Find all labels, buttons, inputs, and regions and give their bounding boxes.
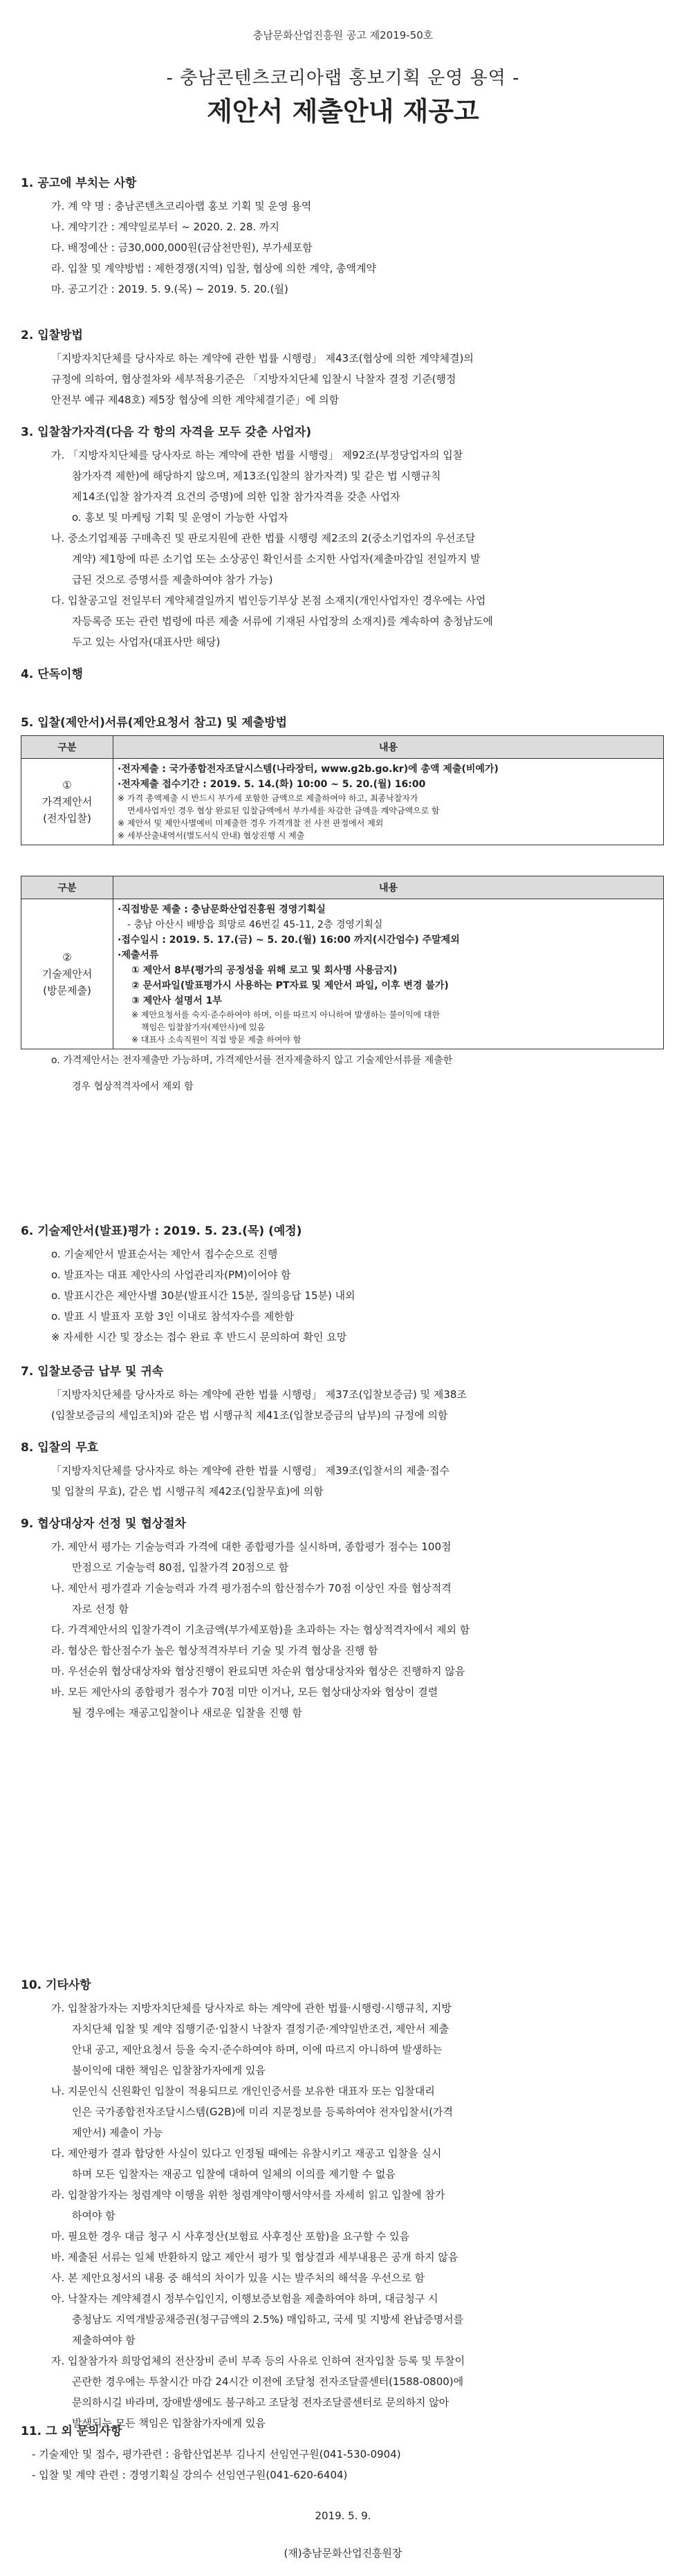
tech-proposal-label [21,899,113,1049]
cell-line: - 충남 아산시 배방읍 희망로 46번길 45-11, 2층 경영기획실 [127,919,383,930]
section-8-heading: 8. 입찰의 무효 [21,1441,99,1455]
s3-line: 가. 「지방자치단체를 당사자로 하는 계약에 관한 법률 시행령」 제92조(부정당업자의 입찰 [51,449,463,461]
row-number: ② [62,951,72,964]
s10-line: 사. 본 제안요청서의 내용 중 해석의 차이가 있을 시는 발주처의 해석을 우선으로 함 [51,2272,425,2284]
section-10-heading: 10. 기타사항 [21,1978,91,1992]
col-header-category: 구분 [21,876,113,899]
cell-line: ※ 세부산출내역서(별도서식 안내) 협상진행 시 제출 [118,831,305,840]
cell-line: 책임은 입찰참가자(제안사)에 있음 [141,1022,266,1032]
s3-line: 제14조(입찰 참가자격 요건의 증명)에 의한 입찰 참가자격을 갖춘 사업자 [72,490,400,503]
s10-line: 마. 필요한 경우 대금 청구 시 사후정산(보험료 사후정산 포함)을 요구할 수 있음 [51,2230,410,2243]
col-header-content: 내용 [113,736,664,759]
price-proposal-content [113,759,664,845]
s10-line: 자치단체 입찰 및 계약 집행기준·입찰시 낙찰자 결정기준·계약일반조건, 제안서 제출 [72,2023,449,2035]
row-title: 기술제안서 [41,968,93,980]
section-1 [21,173,664,300]
s6-item: o. 발표시간은 제안사별 30분(발표시간 15분, 질의응답 15분) 내외 [51,1289,355,1302]
section-3-heading: 3. 입찰참가자격(다음 각 항의 자격을 모두 갖춘 사업자) [21,425,312,439]
s1-item: 가. 계 약 명 : 충남콘텐츠코리아랩 홍보 기획 및 운영 용역 [51,200,312,212]
section-2 [21,325,664,410]
s10-line: 라. 입찰참가자는 청렴계약 이행을 위한 청렴계약이행서약서를 자세히 읽고 입찰에 참가 [51,2189,445,2201]
s9-line: 다. 가격제안서의 입찰가격이 기초금액(부가세포함)을 초과하는 자는 협상적격자에서 제외 함 [51,1623,470,1636]
s1-item: 라. 입찰 및 계약방법 : 제한경쟁(지역) 입찰, 협상에 의한 계약, 총액계약 [51,262,376,275]
s10-line: 하여야 함 [72,2209,115,2222]
s3-line: 계약) 제1항에 따른 소기업 또는 소상공인 확인서를 소지한 사업자(제출마감일 전일까지 발 [72,553,481,565]
price-proposal-label [21,759,113,845]
section-7-heading: 7. 입찰보증금 납부 및 귀속 [21,1365,164,1379]
section-8 [21,1437,664,1502]
s11-line: - 기술제안 및 접수, 평가관련 : 융합산업본부 김나지 선임연구원(041-530-0904) [32,2448,401,2460]
section-6 [21,1221,664,1347]
cell-line: ※ 제안서 및 제안사별예비 미제출한 경우 가격개찰 전 사전 판정에서 제외 [118,818,384,828]
section-1-heading: 1. 공고에 부치는 사항 [21,176,137,190]
section-11 [21,2421,664,2485]
cell-line: ·제출서류 [118,950,159,961]
section-4 [21,664,664,687]
cell-line: ① 제안서 8부(평가의 공정성을 위해 로고 및 회사명 사용금지) [131,965,398,976]
page-title: 제안서 제출안내 재공고 [207,96,479,127]
section-11-heading: 11. 그 외 문의사항 [21,2425,122,2438]
s10-line: 아. 낙찰자는 계약체결시 정부수입인지, 이행보증보험을 제출하여야 하며, 대금청구 시 [51,2292,438,2305]
s8-line: 「지방자치단체를 당사자로 하는 계약에 관한 법률 시행령」 제39조(입찰서의 제출·접수 [51,1464,450,1477]
section-2-heading: 2. 입찰방법 [21,329,83,342]
s10-line: 다. 제안평가 결과 합당한 사실이 있다고 인정될 때에는 유찰시키고 재공고 입찰을 실시 [51,2147,442,2160]
row-title: 가격제안서 [41,795,93,808]
s1-item: 마. 공고기간 : 2019. 5. 9.(목) ~ 2019. 5. 20.(월) [51,283,288,295]
row-subtitle: (전자입찰) [43,812,91,825]
s9-line: 라. 협상은 합산점수가 높은 협상적격자부터 기술 및 가격 협상을 진행 함 [51,1644,378,1657]
s7-line: 「지방자치단체를 당사자로 하는 계약에 관한 법률 시행령」 제37조(입찰보증금) 및 제38조 [51,1388,467,1401]
s6-item: o. 발표 시 발표자 포함 3인 이내로 참석자수를 제한함 [51,1310,295,1323]
section-3 [21,422,664,652]
col-header-category: 구분 [21,736,113,759]
s3-line: 두고 있는 사업자(대표사만 해당) [72,636,221,648]
tech-proposal-content [113,899,664,1049]
s10-line: 바. 제출된 서류는 일체 반환하지 않고 제안서 평가 및 협상결과 세부내용은 공개 하지 않음 [51,2251,458,2263]
s2-line: 안전부 예규 제48호) 제5장 협상에 의한 계약체결기준」에 의함 [51,394,340,406]
s6-item: o. 기술제안서 발표순서는 제안서 접수순으로 진행 [51,1248,278,1260]
s2-line: 규정에 의하여, 협상절차와 세부적용기준은 「지방자치단체 입찰시 낙찰자 결정 기준(행정 [51,373,456,385]
price-proposal-table [21,735,664,845]
s2-line: 「지방자치단체를 당사자로 하는 계약에 관한 법률 시행령」 제43조(협상에 의한 계약체결)의 [51,352,474,365]
s10-line: 제출하여야 함 [72,2334,136,2346]
s11-line: - 입찰 및 계약 관련 : 경영기획실 강의수 선임연구원(041-620-6404) [32,2469,348,2481]
s10-line: 충청남도 지역개발공채증권(청구금액의 2.5%) 매입하고, 국세 및 지방세 완납증명서를 [72,2313,464,2326]
section-9-heading: 9. 협상대상자 선정 및 협상절차 [21,1517,187,1531]
cell-line: ※ 제안요청서를 숙지·준수하여야 하며, 이를 따르지 아니하여 발생하는 불이익에 대한 [131,1010,441,1020]
row-subtitle: (방문제출) [43,984,91,997]
s1-item: 나. 계약기간 : 계약일로부터 ~ 2020. 2. 28. 까지 [51,221,280,233]
s6-item: o. 발표자는 대표 제안사의 사업관리자(PM)이어야 함 [51,1269,291,1281]
s10-line: 자. 입찰참가자 희망업체의 전산장비 준비 부족 등의 사유로 인하여 전자입찰 등록 및 투찰이 [51,2355,465,2367]
cell-line: ·직접방문 제출 : 충남문화산업진흥원 경영기획실 [118,904,326,915]
section-9 [21,1514,664,1723]
s10-line: 가. 입찰참가자는 지방자치단체를 당사자로 하는 계약에 관한 법률·시행령·시행규칙, 지방 [51,2002,452,2014]
s9-line: 나. 제안서 평가결과 기술능력과 가격 평가점수의 합산점수가 70점 이상인 자를 협상적격 [51,1582,452,1594]
notice-number: 충남문화산업진흥원 공고 제2019-50호 [252,29,434,42]
s3-line: o. 홍보 및 마케팅 기획 및 운영이 가능한 사업자 [72,511,288,524]
section-4-heading: 4. 단독이행 [21,668,83,681]
s9-line: 만점으로 기술능력 80점, 입찰가격 20점으로 함 [72,1561,289,1574]
s7-line: (입찰보증금의 세입조치)와 같은 법 시행규칙 제41조(입찰보증금의 납부)의 규정에 의함 [51,1409,448,1422]
cell-line: ※ 가격 총액제출 시 반드시 부가세 포함한 금액으로 제출하여야 하고, 최종낙찰자가 [118,793,418,803]
cell-line: ③ 제안사 설명서 1부 [131,995,222,1006]
s6-item: ※ 자세한 시간 및 장소는 접수 완료 후 반드시 문의하여 확인 요망 [51,1331,347,1343]
s8-line: 및 입찰의 무효), 같은 법 시행규칙 제42조(입찰무효)에 의함 [51,1485,324,1498]
s5-note: 경우 협상적격자에서 제외 함 [72,1081,194,1092]
issuer-name: (재)충남문화산업진흥원장 [284,2547,402,2559]
section-10 [21,1975,664,2434]
section-6-heading: 6. 기술제안서(발표)평가 : 2019. 5. 23.(목) (예정) [21,1224,302,1238]
s3-line: 자등록증 또는 관련 법령에 따른 제출 서류에 기재된 사업장의 소재지)를 계속하여 충청남도에 [72,615,493,627]
s9-line: 자로 선정 함 [72,1603,129,1615]
s9-line: 마. 우선순위 협상대상자와 협상진행이 완료되면 차순위 협상대상자와 협상은 진행하지 않음 [51,1665,465,1677]
s3-line: 나. 중소기업제품 구매촉진 및 판로지원에 관한 법률 시행령 제2조의 2(중소기업자의 우선조달 [51,532,476,544]
section-5 [21,712,664,1105]
s10-line: 나. 지문인식 신원확인 입찰이 적용되므로 개인인증서를 보유한 대표자 또는 입찰대리 [51,2085,435,2097]
s10-line: 안내 공고, 제안요청서 등을 숙지·준수하여야 하며, 이에 따르지 아니하여 발생하는 [72,2043,443,2056]
s10-line: 제안서) 제출이 가능 [72,2126,163,2139]
s1-item: 다. 배정예산 : 금30,000,000원(금삼천만원), 부가세포함 [51,241,313,254]
section-7 [21,1361,664,1426]
tech-proposal-table [21,876,664,1049]
s9-line: 가. 제안서 평가는 기술능력과 가격에 대한 종합평가를 실시하며, 종합평가 점수는 100점 [51,1540,452,1553]
s10-line: 문의하시길 바라며, 장애발생에도 불구하고 조달청 전자조달콜센터로 문의하지 않아 [72,2396,449,2409]
cell-line: ·전자제출 접수기간 : 2019. 5. 14.(화) 10:00 ~ 5. 20.(월) 16:00 [118,779,426,790]
cell-line: ·접수일시 : 2019. 5. 17.(금) ~ 5. 20.(월) 16:00 까지(시간엄수) 주말제외 [118,935,460,946]
s10-line: 발생되는 모든 책임은 입찰참가자에게 있음 [72,2417,266,2429]
col-header-content: 내용 [113,876,664,899]
notice-date: 2019. 5. 9. [315,2510,371,2522]
cell-line: 면세사업자인 경우 협상 완료된 입찰금액에서 부가세를 차감한 금액을 계약금액으로 함 [127,806,440,816]
s10-line: 불이익에 대한 책임은 입찰참가자에게 있음 [72,2064,266,2077]
s3-line: 참가자격 제한)에 해당하지 않으며, 제13조(입찰의 참가자격) 및 같은 법 시행규칙 [72,470,441,482]
section-5-heading: 5. 입찰(제안서)서류(제안요청서 참고) 및 제출방법 [21,716,288,730]
s9-line: 바. 모든 제안사의 종합평가 점수가 70점 미만 이거나, 모든 협상대상자와 협상이 결렬 [51,1686,438,1698]
cell-line: ② 문서파일(발표평가시 사용하는 PT자료 및 제안서 파일, 이후 변경 불가) [131,980,449,991]
s10-line: 하며 모든 입찰자는 재공고 입찰에 대하여 일체의 이의를 제기할 수 없음 [72,2168,396,2180]
cell-line: ※ 대표사 소속직원이 직접 방문 제출 하여야 함 [131,1035,302,1045]
s10-line: 인은 국가종합전자조달시스템(G2B)에 미리 지문정보를 등록하여야 전자입찰서(가격 [72,2106,454,2118]
project-subtitle: - 충남콘텐츠코리아랩 홍보기획 운영 용역 - [166,68,520,89]
cell-line: ·전자제출 : 국가종합전자조달시스템(나라장터, www.g2b.go.kr)에 총액 제출(비예가) [118,764,499,775]
s5-note: o. 가격제안서는 전자제출만 가능하며, 가격제안서를 전자제출하지 않고 기술제안서류를 제출한 [51,1055,453,1066]
s10-line: 곤란한 경우에는 투찰시간 마감 24시간 이전에 조달청 전자조달콜센터(1588-0800)에 [72,2375,464,2388]
s9-line: 될 경우에는 재공고입찰이나 새로운 입찰을 진행 함 [72,1706,302,1719]
s3-line: 급된 것으로 증명서를 제출하여야 참가 가능) [72,573,273,586]
row-number: ① [62,779,72,791]
s3-line: 다. 입찰공고일 전일부터 계약체결일까지 법인등기부상 본점 소재지(개인사업자인 경우에는 사업 [51,594,486,607]
